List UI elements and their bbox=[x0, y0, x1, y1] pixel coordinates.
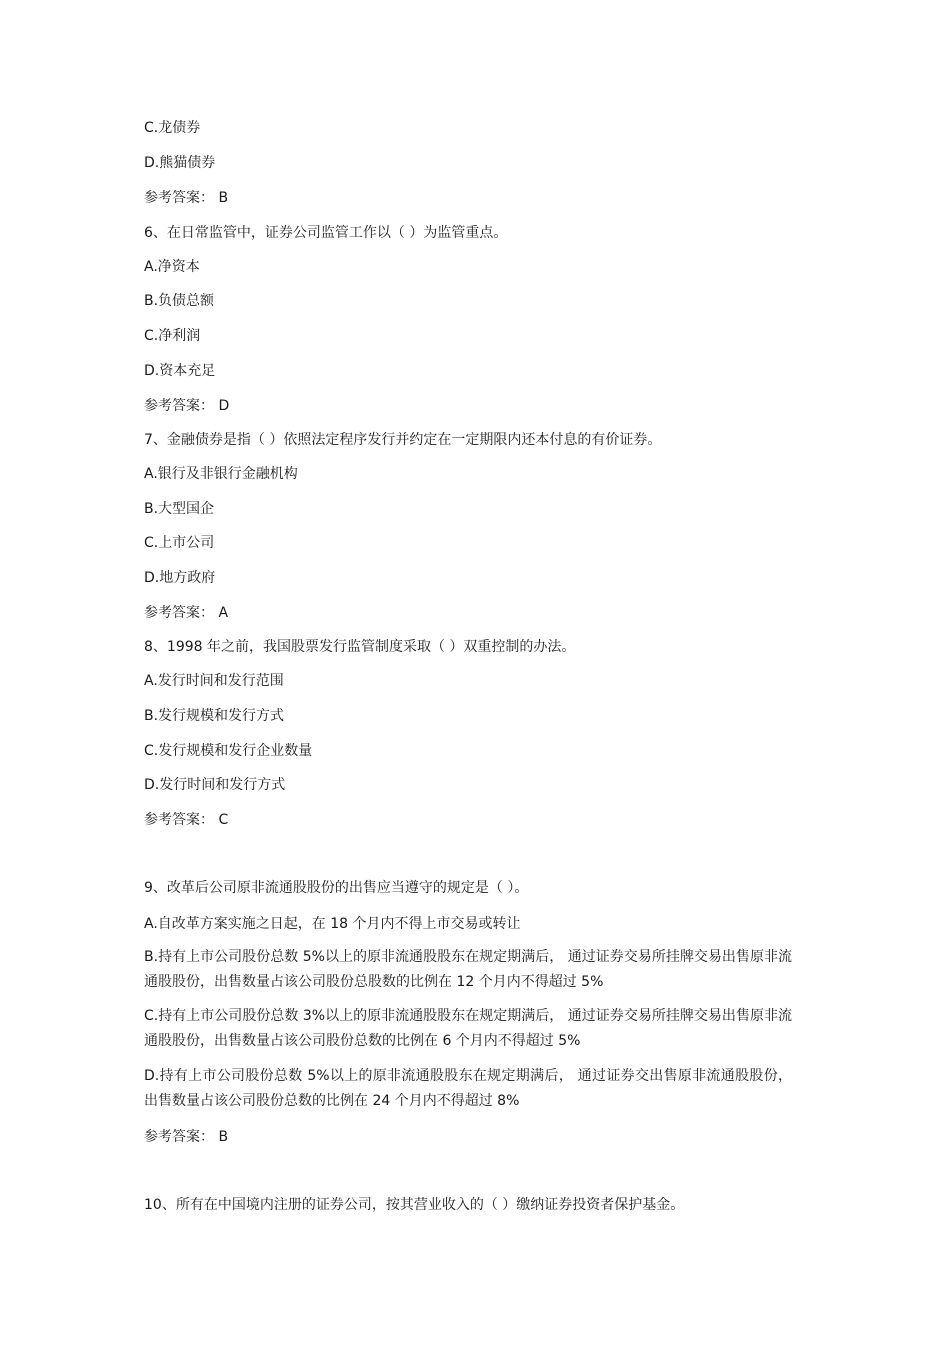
q8-option-c: C.发行规模和发行企业数量 bbox=[144, 743, 313, 759]
q9-option-d: D.持有上市公司股份总数 5%以上的原非流通股股东在规定期满后， 通过证券交出售原非流通股股份，出售数量占该公司股份总数的比例在 24 个月内不得超过 8% bbox=[144, 1068, 792, 1109]
q8-option-b: B.发行规模和发行方式 bbox=[144, 708, 285, 724]
q5-option-d: D.熊猫债券 bbox=[144, 155, 216, 171]
q6-option-d: D.资本充足 bbox=[144, 363, 216, 379]
q8-answer: 参考答案： C bbox=[144, 812, 229, 828]
q9-option-b: B.持有上市公司股份总数 5%以上的原非流通股股东在规定期满后， 通过证券交易所挂牌交易出售原非流通股股份，出售数量占该公司股份总股数的比例在 12 个月内不得超过 5% bbox=[144, 949, 792, 990]
q7-option-b: B.大型国企 bbox=[144, 501, 215, 517]
q6-stem: 6、在日常监管中，证券公司监管工作以（ ）为监管重点。 bbox=[144, 225, 508, 241]
q9-option-c: C.持有上市公司股份总数 3%以上的原非流通股股东在规定期满后， 通过证券交易所挂牌交易出售原非流通股股份，出售数量占该公司股份总数的比例在 6 个月内不得超过 5% bbox=[144, 1008, 792, 1049]
q7-answer: 参考答案： A bbox=[144, 605, 229, 621]
q7-option-a: A.银行及非银行金融机构 bbox=[144, 466, 298, 482]
q6-option-a: A.净资本 bbox=[144, 259, 200, 275]
q5-option-c: C.龙债券 bbox=[144, 120, 201, 136]
q6-option-b: B.负债总额 bbox=[144, 293, 215, 309]
q6-option-c: C.净利润 bbox=[144, 328, 201, 344]
q9-answer: 参考答案： B bbox=[144, 1129, 229, 1145]
q7-option-c: C.上市公司 bbox=[144, 535, 215, 551]
q8-option-a: A.发行时间和发行范围 bbox=[144, 673, 284, 689]
q10-stem: 10、所有在中国境内注册的证券公司，按其营业收入的（ ）缴纳证券投资者保护基金。 bbox=[144, 1197, 685, 1213]
q7-stem: 7、金融债券是指（ ）依照法定程序发行并约定在一定期限内还本付息的有价证券。 bbox=[144, 432, 662, 448]
q9-stem: 9、改革后公司原非流通股股份的出售应当遵守的规定是（ ）。 bbox=[144, 880, 529, 896]
q7-option-d: D.地方政府 bbox=[144, 570, 216, 586]
q9-option-a: A.自改革方案实施之日起，在 18 个月内不得上市交易或转让 bbox=[144, 916, 521, 932]
q6-answer: 参考答案： D bbox=[144, 398, 230, 414]
q5-answer: 参考答案： B bbox=[144, 190, 229, 206]
q8-stem: 8、1998 年之前，我国股票发行监管制度采取（ ）双重控制的办法。 bbox=[144, 639, 576, 655]
q8-option-d: D.发行时间和发行方式 bbox=[144, 777, 286, 793]
